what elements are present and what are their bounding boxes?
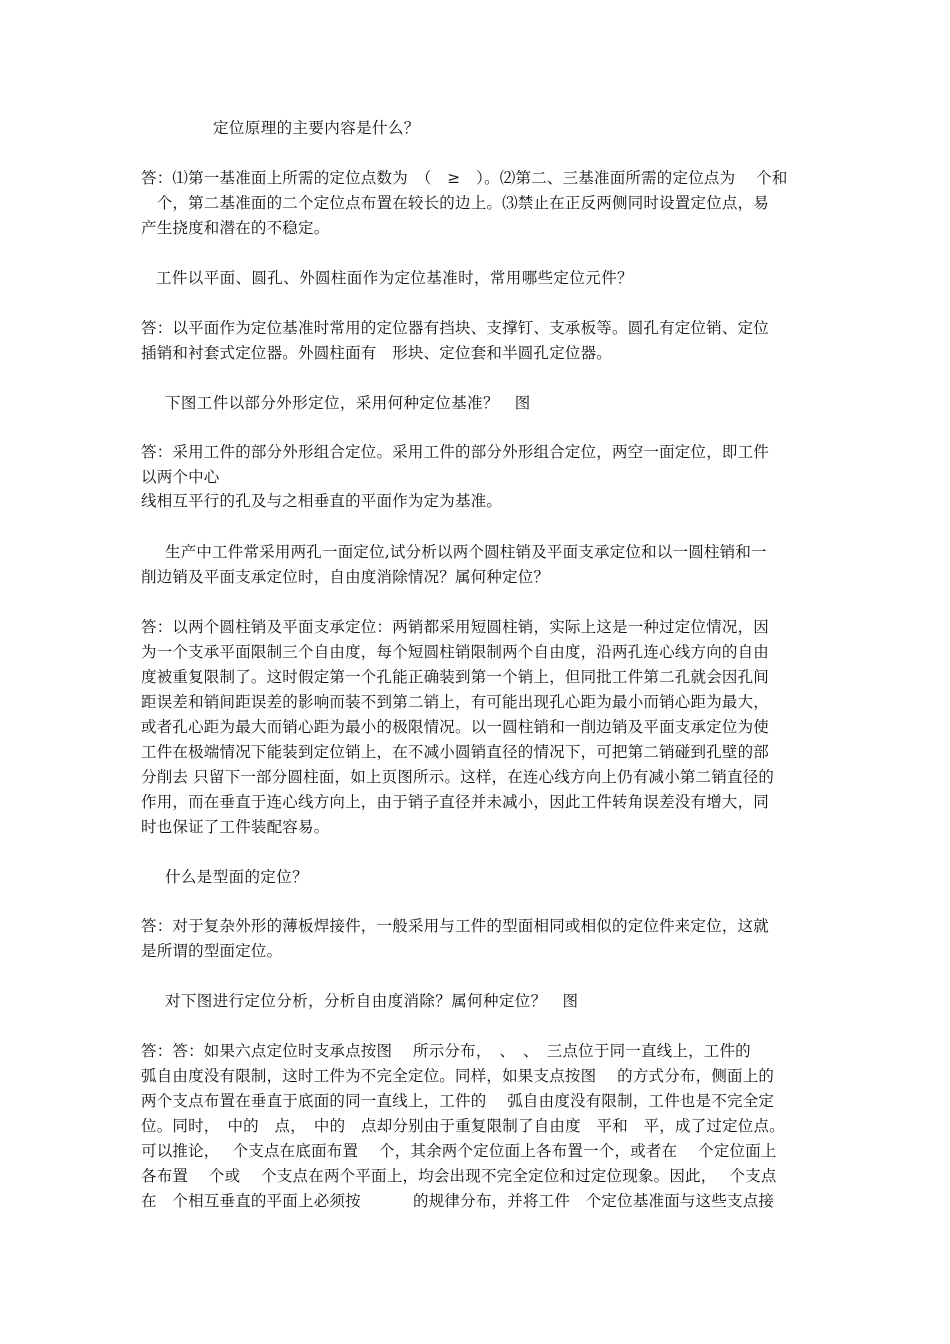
answer-1-line-3: 产生挠度和潜在的不稳定。 [141,219,330,237]
question-5: 什么是型面的定位？ [165,868,309,886]
answer-3-line-3: 线相互平行的孔及与之相垂直的平面作为定为基准。 [141,492,503,510]
answer-4-line-3: 度被重复限制了。这时假定第一个孔能正确装到第一个销上，但同批工件第二孔就会因孔间 [141,668,770,686]
answer-1-line-1: 答：⑴第一基准面上所需的定位点数为 （ ≥ ）。⑵第二、三基准面所需的定位点为 个和 [141,169,788,187]
question-4-line-2: 削边销及平面支承定位时，自由度消除情况？属何种定位？ [141,568,550,586]
answer-2-line-2: 插销和衬套式定位器。外圆柱面有 形块、定位套和半圆孔定位器。 [141,344,613,362]
answer-4-line-8: 作用，而在垂直于连心线方向上，由于销子直径并未减小，因此工件转角误差没有增大，同 [141,793,770,811]
answer-3-line-2: 以两个中心 [141,468,220,486]
answer-6-line-1: 答：答：如果六点定位时支承点按图 所示分布， 、 、 三点位于同一直线上，工件的 [141,1042,751,1060]
answer-4-line-2: 为一个支承平面限制三个自由度，每个短圆柱销限制两个自由度，沿两孔连心线方向的自由 [141,643,770,661]
question-3: 下图工件以部分外形定位，采用何种定位基准？ 图 [165,394,531,412]
question-4-line-1: 生产中工件常采用两孔一面定位,试分析以两个圆柱销及平面支承定位和以一圆柱销和一 [165,543,767,561]
answer-4-line-7: 分削去 只留下一部分圆柱面，如上页图所示。这样，在连心线方向上仍有减小第二销直径的 [141,768,775,786]
answer-6-line-6: 各布置 个或 个支点在两个平面上，均会出现不完全定位和过定位现象。因此， 个支点 [141,1167,777,1185]
answer-3-line-1: 答：采用工件的部分外形组合定位。采用工件的部分外形组合定位，两空一面定位，即工件 [141,443,770,461]
answer-6-line-3: 两个支点布置在垂直于底面的同一直线上，工件的 弧自由度没有限制，工件也是不完全定 [141,1092,775,1110]
question-2: 工件以平面、圆孔、外圆柱面作为定位基准时，常用哪些定位元件？ [156,269,634,287]
answer-6-line-4: 位。同时， 中的 点， 中的 点却分别由于重复限制了自由度 平和 平，成了过定位点。 [141,1117,785,1135]
answer-4-line-4: 距误差和销间距误差的影响而装不到第二销上，有可能出现孔心距为最小而销心距为最大， [141,693,770,711]
answer-4-line-9: 时也保证了工件装配容易。 [141,818,330,836]
question-1: 定位原理的主要内容是什么？ [213,119,420,137]
answer-6-line-5: 可以推论， 个支点在底面布置 个，其余两个定位面上各布置一个，或者在 个定位面上 [141,1142,777,1160]
answer-4-line-6: 工件在极端情况下能装到定位销上，在不减小圆销直径的情况下，可把第二销碰到孔壁的部 [141,743,770,761]
answer-5-line-1: 答：对于复杂外形的薄板焊接件，一般采用与工件的型面相同或相似的定位件来定位，这就 [141,917,770,935]
answer-2-line-1: 答：以平面作为定位基准时常用的定位器有挡块、支撑钉、支承板等。圆孔有定位销、定位 [141,319,770,337]
question-6: 对下图进行定位分析，分析自由度消除？属何种定位？ 图 [165,992,579,1010]
answer-1-line-2: 个，第二基准面的二个定位点布置在较长的边上。⑶禁止在正反两侧同时设置定位点，易 [141,194,770,212]
answer-4-line-5: 或者孔心距为最大而销心距为最小的极限情况。以一圆柱销和一削边销及平面支承定位为使 [141,718,770,736]
answer-5-line-2: 是所谓的型面定位。 [141,942,283,960]
answer-6-line-7: 在 个相互垂直的平面上必须按 的规律分布，并将工件 个定位基准面与这些支点接 [141,1192,775,1210]
answer-4-line-1: 答：以两个圆柱销及平面支承定位：两销都采用短圆柱销，实际上这是一种过定位情况，因 [141,618,770,636]
answer-6-line-2: 弧自由度没有限制，这时工件为不完全定位。同样，如果支点按图 的方式分布，侧面上的 [141,1067,775,1085]
